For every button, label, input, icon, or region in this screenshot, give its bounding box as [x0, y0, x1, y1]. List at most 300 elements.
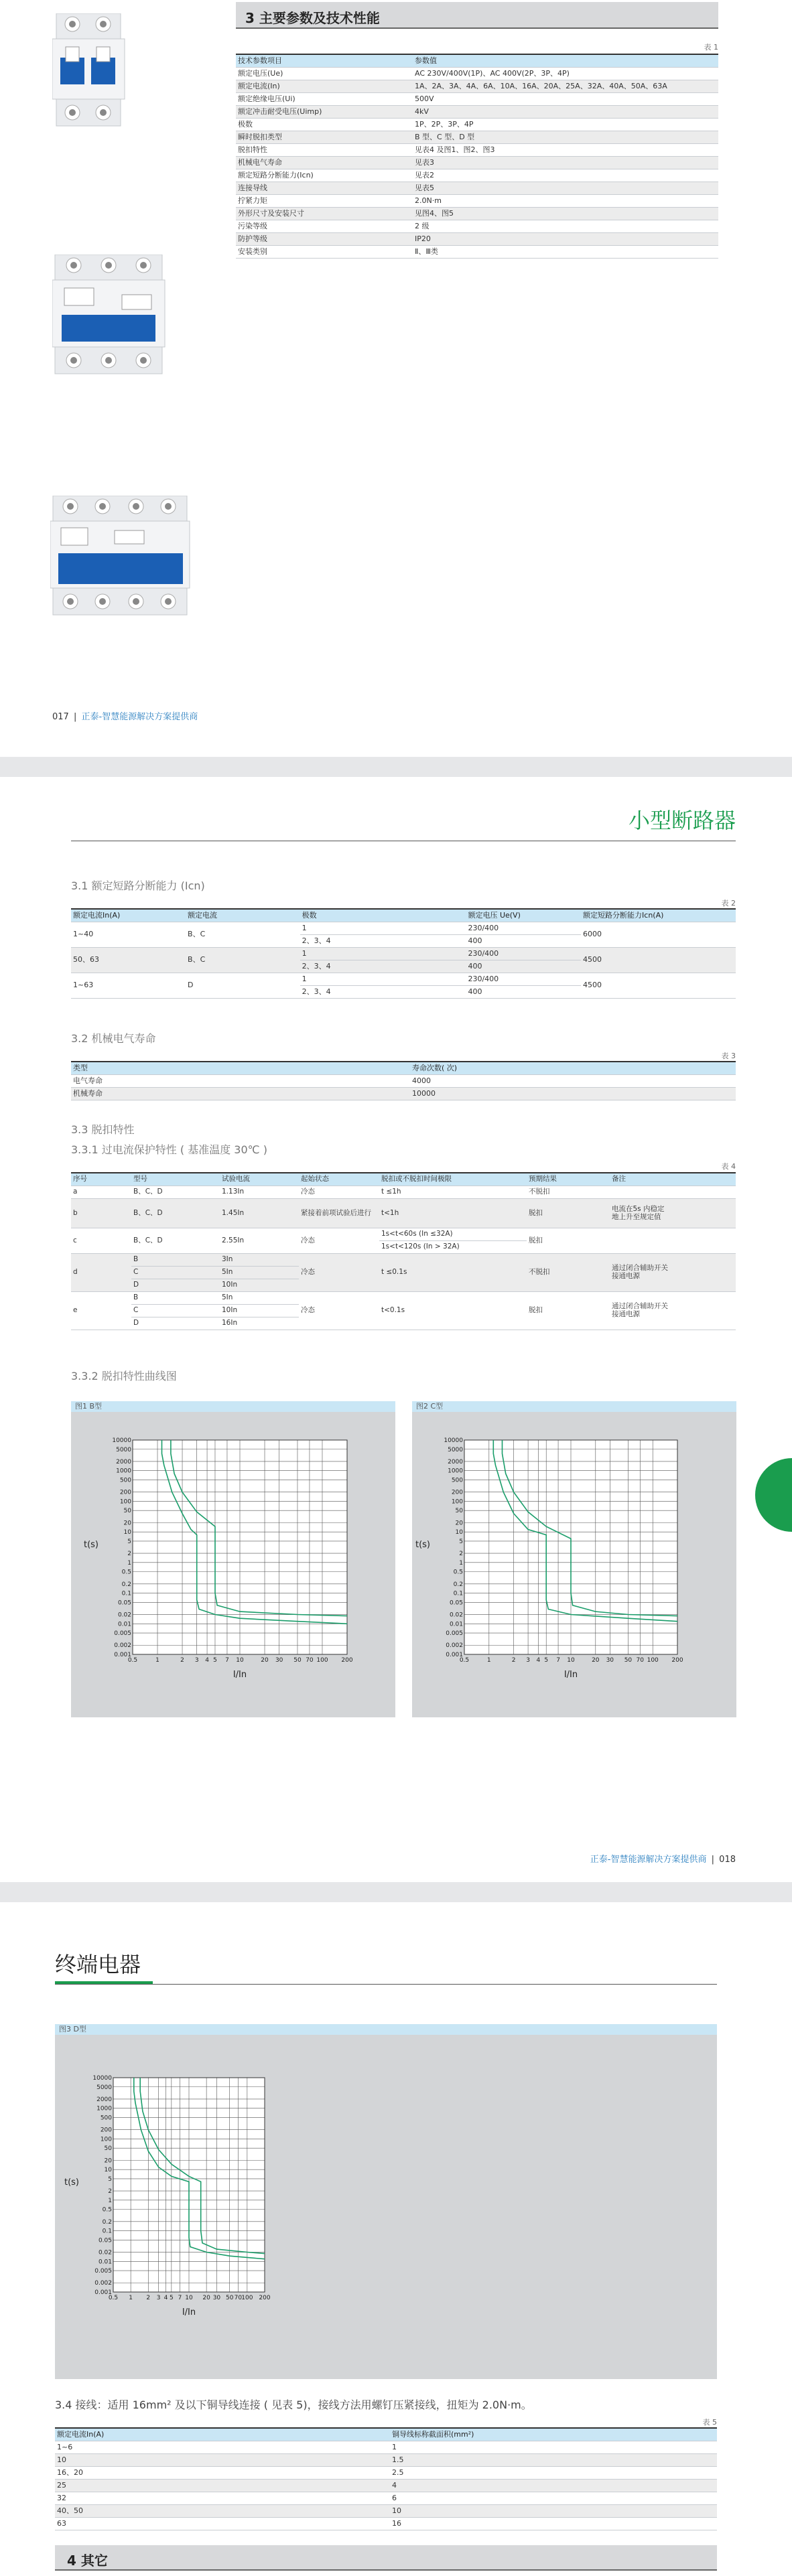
table-row — [71, 1292, 736, 1305]
x-tick-label: 2 — [180, 1657, 184, 1664]
spec-table — [236, 54, 718, 259]
table-caption: 表 1 — [704, 43, 718, 52]
note-line: 通过闭合辅助开关 — [612, 1302, 668, 1311]
table-row — [71, 1075, 736, 1088]
cell: 脱扣特性 — [236, 144, 413, 157]
cell: 400 — [466, 935, 581, 948]
cell: 3In — [220, 1254, 299, 1267]
cell: 10 — [55, 2454, 390, 2467]
x-tick-label: 0.5 — [127, 1657, 138, 1664]
table-row — [71, 1199, 736, 1228]
cell: D — [131, 1317, 220, 1330]
cell: 额定电压(Ue) — [236, 68, 413, 80]
y-tick-label: 0.01 — [117, 1621, 131, 1628]
table-header-row — [55, 2428, 717, 2441]
y-tick-label: 10000 — [112, 1437, 131, 1444]
y-tick-label: 5 — [108, 2175, 112, 2183]
cell: 63 — [55, 2518, 390, 2530]
x-tick-label: 50 — [624, 1657, 633, 1664]
table-row — [236, 182, 718, 195]
table-row — [55, 2441, 717, 2454]
x-tick-label: 50 — [225, 2295, 234, 2301]
cell: 2、3、4 — [300, 935, 466, 948]
cell: 10In — [220, 1305, 299, 1317]
table-header-row — [71, 909, 736, 922]
cell: 6000 — [581, 922, 736, 948]
table-row — [71, 1228, 736, 1241]
cell: AC 230V/400V(1P)、AC 400V(2P、3P、4P) — [413, 68, 718, 80]
y-tick-label: 20 — [455, 1520, 463, 1527]
y-tick-label: 2 — [459, 1551, 463, 1558]
cell: 额定冲击耐受电压(Uimp) — [236, 106, 413, 119]
page-3 — [0, 1902, 792, 2576]
cell: a — [71, 1186, 131, 1199]
x-tick-label: 5 — [169, 2295, 174, 2301]
y-tick-label: 10 — [104, 2167, 112, 2174]
y-tick-label: 5 — [127, 1538, 131, 1545]
y-tick-label: 0.1 — [121, 1590, 131, 1597]
x-tick-label: 4 — [536, 1657, 541, 1664]
x-tick-label: 7 — [556, 1657, 560, 1664]
s31-heading: 3.1 额定短路分断能力 (Icn) — [71, 879, 205, 892]
x-tick-label: 200 — [341, 1657, 353, 1664]
table-header-cell: 额定短路分断能力Icn(A) — [581, 909, 736, 922]
table-header-cell: 备注 — [610, 1173, 736, 1186]
y-tick-label: 0.05 — [117, 1599, 131, 1607]
y-axis-label: t(s) — [415, 1540, 431, 1550]
y-tick-label: 500 — [119, 1477, 131, 1484]
cell: d — [71, 1254, 131, 1292]
x-tick-label: 100 — [316, 1657, 328, 1664]
cell: 不脱扣 — [527, 1254, 610, 1292]
table-row — [55, 2467, 717, 2480]
cell: 4500 — [581, 948, 736, 973]
cell: D — [186, 973, 300, 999]
breaker-1p-icon — [52, 13, 126, 127]
cell: B — [131, 1254, 220, 1267]
cell: 400 — [466, 960, 581, 973]
figure-3 — [55, 2024, 717, 2379]
y-tick-label: 0.2 — [102, 2218, 112, 2226]
table-header-cell: 额定电压 Ue(V) — [466, 909, 581, 922]
cell: 脱扣 — [527, 1292, 610, 1330]
table-header-cell: 额定电流In(A) — [55, 2428, 390, 2441]
y-tick-label: 1000 — [448, 1468, 463, 1475]
icn-table — [71, 908, 736, 999]
section-title: 3 主要参数及技术性能 — [245, 10, 380, 26]
x-tick-label: 4 — [163, 2295, 168, 2301]
cell: 16、20 — [55, 2467, 390, 2480]
table-header-row — [71, 1173, 736, 1186]
y-tick-label: 0.005 — [94, 2268, 112, 2275]
section-title-bar — [236, 2, 718, 29]
cell: 2、3、4 — [300, 960, 466, 973]
y-tick-label: 200 — [119, 1489, 131, 1496]
cell: t<0.1s — [379, 1292, 527, 1330]
cell: 见表4 及图1、图2、图3 — [413, 144, 718, 157]
y-tick-label: 20 — [123, 1520, 131, 1527]
table-header-cell: 型号 — [131, 1173, 220, 1186]
x-tick-label: 3 — [526, 1657, 530, 1664]
breaker-3p-icon — [52, 255, 166, 375]
table-row — [55, 2518, 717, 2530]
figure-2 — [412, 1401, 736, 1717]
side-tab — [755, 1458, 792, 1532]
footer-tagline: 正泰-智慧能源解决方案提供商 — [81, 712, 198, 722]
x-tick-label: 5 — [544, 1657, 549, 1664]
y-tick-label: 0.02 — [449, 1612, 463, 1619]
y-tick-label: 0.002 — [114, 1642, 131, 1650]
x-tick-label: 2 — [511, 1657, 516, 1664]
cell: 1s<t<60s (In ≤32A) — [379, 1228, 527, 1241]
table-header-cell: 极数 — [300, 909, 466, 922]
y-tick-label: 2 — [108, 2188, 112, 2196]
table-row — [236, 119, 718, 131]
table-row — [236, 220, 718, 233]
note-line: 接通电源 — [612, 1310, 640, 1318]
y-tick-label: 2000 — [448, 1458, 463, 1465]
cell: c — [71, 1228, 131, 1254]
table-row — [236, 80, 718, 93]
y-tick-label: 0.5 — [121, 1569, 131, 1576]
cell: 1 — [390, 2441, 717, 2454]
note-line: 接通电源 — [612, 1272, 640, 1280]
table-row — [55, 2492, 717, 2505]
x-tick-label: 30 — [212, 2295, 221, 2301]
figure-title: 图3 D型 — [55, 2024, 717, 2035]
cell: D — [131, 1279, 220, 1292]
y-tick-label: 500 — [100, 2115, 112, 2122]
x-tick-label: 0.5 — [459, 1657, 470, 1664]
cell: 见表3 — [413, 157, 718, 169]
chapter-rule — [55, 1984, 717, 1985]
cell: 1.13In — [220, 1186, 299, 1199]
cell: 16In — [220, 1317, 299, 1330]
table-header-cell: 脱扣或不脱扣时间极限 — [379, 1173, 527, 1186]
section4-title-bar — [55, 2545, 717, 2571]
footer-sep: | — [711, 1855, 715, 1865]
y-tick-label: 50 — [455, 1508, 463, 1515]
y-tick-label: 5 — [459, 1538, 463, 1545]
life-table — [71, 1061, 736, 1100]
cell — [610, 1228, 736, 1254]
cell: 1 — [300, 922, 466, 935]
y-axis-label: t(s) — [83, 1540, 99, 1550]
y-tick-label: 2000 — [116, 1458, 131, 1465]
cell: 6 — [390, 2492, 717, 2505]
cell: 见图4、图5 — [413, 208, 718, 220]
x-tick-label: 1 — [129, 2295, 133, 2301]
table-header-cell: 序号 — [71, 1173, 131, 1186]
figure-title: 图2 C型 — [412, 1401, 736, 1412]
table-row — [55, 2480, 717, 2492]
y-tick-label: 1000 — [96, 2105, 112, 2113]
section4-title: 4 其它 — [67, 2553, 108, 2569]
s32-caption: 表 3 — [721, 1052, 736, 1060]
cell: 冷态 — [299, 1186, 379, 1199]
cell: 1.45In — [220, 1199, 299, 1228]
y-tick-label: 0.001 — [114, 1652, 131, 1658]
figure-1 — [71, 1401, 395, 1717]
cell: 4000 — [410, 1075, 736, 1088]
table-row — [236, 169, 718, 182]
s34-text: 3.4 接线：适用 16mm² 及以下铜导线连接 ( 见表 5)，接线方法用螺钉压紧接线，扭矩为 2.0N·m。 — [55, 2399, 532, 2411]
y-tick-label: 5000 — [116, 1446, 131, 1453]
cell: 4 — [390, 2480, 717, 2492]
cell: 拧紧力矩 — [236, 195, 413, 208]
y-tick-label: 1 — [108, 2197, 112, 2204]
x-tick-label: 70 — [234, 2295, 243, 2301]
x-tick-label: 10 — [185, 2295, 193, 2301]
y-tick-label: 0.1 — [102, 2228, 112, 2235]
table-header-cell: 起始状态 — [299, 1173, 379, 1186]
cell: 230/400 — [466, 973, 581, 986]
x-tick-label: 20 — [592, 1657, 600, 1664]
table-row — [236, 233, 718, 246]
cell: 防护等级 — [236, 233, 413, 246]
table-row — [55, 2505, 717, 2518]
cell: 额定绝缘电压(Ui) — [236, 93, 413, 106]
x-tick-label: 10 — [567, 1657, 575, 1664]
cell: 400 — [466, 986, 581, 999]
y-tick-label: 2000 — [96, 2096, 112, 2103]
cell — [610, 1199, 736, 1228]
cell: 50、63 — [71, 948, 186, 973]
cell: C — [131, 1305, 220, 1317]
x-tick-label: 1 — [155, 1657, 159, 1664]
table-row — [71, 948, 736, 960]
s33-caption: 表 4 — [721, 1162, 736, 1171]
cell: 5In — [220, 1292, 299, 1305]
footer-tagline: 正泰-智慧能源解决方案提供商 — [590, 1855, 707, 1865]
y-tick-label: 100 — [100, 2136, 112, 2143]
cell: 冷态 — [299, 1292, 379, 1330]
cell: 2 级 — [413, 220, 718, 233]
cell: B — [131, 1292, 220, 1305]
y-tick-label: 0.2 — [453, 1581, 463, 1588]
y-tick-label: 10000 — [92, 2075, 112, 2082]
cell: t<1h — [379, 1199, 527, 1228]
note-line: 通过闭合辅助开关 — [612, 1264, 668, 1273]
page-footer — [590, 1852, 736, 1865]
y-tick-label: 1 — [127, 1559, 131, 1567]
y-tick-label: 0.001 — [94, 2289, 112, 2296]
table-header-row — [71, 1062, 736, 1075]
y-tick-label: 0.001 — [446, 1652, 463, 1658]
cell: 脱扣 — [527, 1228, 610, 1254]
y-tick-label: 0.005 — [446, 1630, 463, 1638]
y-tick-label: 0.1 — [453, 1590, 463, 1597]
cell: 2.5 — [390, 2467, 717, 2480]
cell: 1 — [300, 948, 466, 960]
cell: 不脱扣 — [527, 1186, 610, 1199]
trip-curve-chart-b — [71, 1412, 395, 1717]
cell: B、C、D — [131, 1186, 220, 1199]
s332-heading: 3.3.2 脱扣特性曲线图 — [71, 1370, 177, 1382]
cell: B、C、D — [131, 1228, 220, 1254]
cell: 脱扣 — [527, 1199, 610, 1228]
cell: 紧接着前项试验后进行 — [299, 1199, 379, 1228]
cell: B、C、D — [131, 1199, 220, 1228]
y-tick-label: 0.01 — [98, 2259, 112, 2266]
cell: 1 — [300, 973, 466, 986]
cell: IP20 — [413, 233, 718, 246]
cell: 外形尺寸及安装尺寸 — [236, 208, 413, 220]
x-tick-label: 7 — [178, 2295, 182, 2301]
s33-heading: 3.3 脱扣特性 — [71, 1123, 135, 1136]
x-tick-label: 3 — [194, 1657, 199, 1664]
cell: 1~40 — [71, 922, 186, 948]
y-tick-label: 10 — [123, 1529, 131, 1536]
table-row — [71, 1254, 736, 1267]
y-tick-label: 500 — [451, 1477, 463, 1484]
cell: 1~6 — [55, 2441, 390, 2454]
table-header-cell: 寿命次数( 次) — [410, 1062, 736, 1075]
x-tick-label: 70 — [636, 1657, 645, 1664]
s331-heading: 3.3.1 过电流保护特性 ( 基准温度 30℃ ) — [71, 1143, 267, 1156]
page-gap — [0, 757, 792, 777]
page-footer — [52, 709, 198, 722]
table-row — [71, 973, 736, 986]
x-tick-label: 1 — [486, 1657, 491, 1664]
y-tick-label: 0.5 — [102, 2206, 112, 2214]
x-tick-label: 100 — [241, 2295, 253, 2301]
cell: 电气寿命 — [71, 1075, 410, 1088]
chapter-title: 小型断路器 — [628, 808, 736, 833]
y-tick-label: 0.05 — [98, 2237, 112, 2244]
x-axis-label: I/In — [564, 1670, 578, 1680]
cell — [610, 1292, 736, 1330]
x-axis-label: I/In — [233, 1670, 247, 1680]
y-tick-label: 100 — [451, 1498, 463, 1506]
cell: t ≤1h — [379, 1186, 527, 1199]
cell: t ≤0.1s — [379, 1254, 527, 1292]
cell — [610, 1186, 736, 1199]
y-tick-label: 0.05 — [449, 1599, 463, 1607]
cell: 40、50 — [55, 2505, 390, 2518]
page-gap — [0, 1882, 792, 1902]
y-tick-label: 50 — [123, 1508, 131, 1515]
cell: 4500 — [581, 973, 736, 999]
wire-table — [55, 2427, 717, 2530]
y-tick-label: 2 — [127, 1551, 131, 1558]
cell: 5In — [220, 1267, 299, 1279]
y-tick-label: 10000 — [444, 1437, 463, 1444]
table-row — [236, 131, 718, 144]
table-row — [71, 1088, 736, 1100]
cell: 2、3、4 — [300, 986, 466, 999]
x-tick-label: 5 — [213, 1657, 217, 1664]
table-header-cell: 参数值 — [413, 54, 718, 68]
table-header-cell: 技术参数项目 — [236, 54, 413, 68]
cell: b — [71, 1199, 131, 1228]
cell: B 型、C 型、D 型 — [413, 131, 718, 144]
footer-sep: | — [73, 712, 77, 722]
x-tick-label: 2 — [146, 2295, 151, 2301]
cell: 极数 — [236, 119, 413, 131]
cell: 安装类别 — [236, 246, 413, 259]
x-tick-label: 20 — [202, 2295, 210, 2301]
note-line: 地上升至规定值 — [612, 1212, 661, 1221]
cell: 见表2 — [413, 169, 718, 182]
y-tick-label: 0.01 — [449, 1621, 463, 1628]
y-tick-label: 0.02 — [98, 2249, 112, 2257]
table-row — [71, 1186, 736, 1199]
cell: 见表5 — [413, 182, 718, 195]
cell: 10 — [390, 2505, 717, 2518]
table-row — [236, 144, 718, 157]
cell: e — [71, 1292, 131, 1330]
x-tick-label: 10 — [236, 1657, 244, 1664]
x-tick-label: 50 — [293, 1657, 302, 1664]
cell: 25 — [55, 2480, 390, 2492]
page-2 — [0, 777, 792, 1882]
cell: 10In — [220, 1279, 299, 1292]
trip-curve-chart-d — [55, 2035, 717, 2379]
y-tick-label: 0.5 — [453, 1569, 463, 1576]
table-row — [236, 208, 718, 220]
y-axis-label: t(s) — [64, 2177, 80, 2188]
cell: 机械电气寿命 — [236, 157, 413, 169]
x-tick-label: 200 — [671, 1657, 683, 1664]
cell — [610, 1254, 736, 1292]
page-1 — [0, 0, 792, 757]
cell: C — [131, 1267, 220, 1279]
cell: B、C — [186, 922, 300, 948]
x-tick-label: 4 — [205, 1657, 209, 1664]
table-row — [236, 246, 718, 259]
table-row — [236, 106, 718, 119]
cell: 500V — [413, 93, 718, 106]
y-tick-label: 1 — [459, 1559, 463, 1567]
s32-heading: 3.2 机械电气寿命 — [71, 1032, 156, 1045]
s31-caption: 表 2 — [721, 899, 736, 908]
table-header-cell: 额定电流In(A) — [71, 909, 186, 922]
table-header-cell: 铜导线标称截面积(mm²) — [390, 2428, 717, 2441]
x-axis-label: I/In — [182, 2307, 196, 2317]
x-tick-label: 3 — [156, 2295, 161, 2301]
note-line: 电流在5s 内稳定 — [612, 1204, 665, 1213]
x-tick-label: 7 — [225, 1657, 229, 1664]
cell: 230/400 — [466, 948, 581, 960]
cell: 1.5 — [390, 2454, 717, 2467]
cell: 连接导线 — [236, 182, 413, 195]
table-row — [236, 68, 718, 80]
y-tick-label: 200 — [100, 2127, 112, 2134]
cell: Ⅱ、Ⅲ类 — [413, 246, 718, 259]
y-tick-label: 10 — [455, 1529, 463, 1536]
cell: 额定短路分断能力(Icn) — [236, 169, 413, 182]
y-tick-label: 5000 — [448, 1446, 463, 1453]
cell: 32 — [55, 2492, 390, 2505]
table-header-cell: 额定电流 — [186, 909, 300, 922]
x-tick-label: 30 — [275, 1657, 283, 1664]
table-header-cell: 类型 — [71, 1062, 410, 1075]
cell: 冷态 — [299, 1228, 379, 1254]
table-row — [236, 157, 718, 169]
x-tick-label: 0.5 — [108, 2295, 119, 2301]
cell: 10000 — [410, 1088, 736, 1100]
cell: B、C — [186, 948, 300, 973]
page-number: 017 — [52, 712, 69, 722]
cell: 机械寿命 — [71, 1088, 410, 1100]
table-row — [236, 195, 718, 208]
y-tick-label: 0.002 — [446, 1642, 463, 1650]
y-tick-label: 200 — [451, 1489, 463, 1496]
x-tick-label: 20 — [261, 1657, 269, 1664]
cell: 冷态 — [299, 1254, 379, 1292]
cell: 1s<t<120s (In > 32A) — [379, 1241, 527, 1254]
